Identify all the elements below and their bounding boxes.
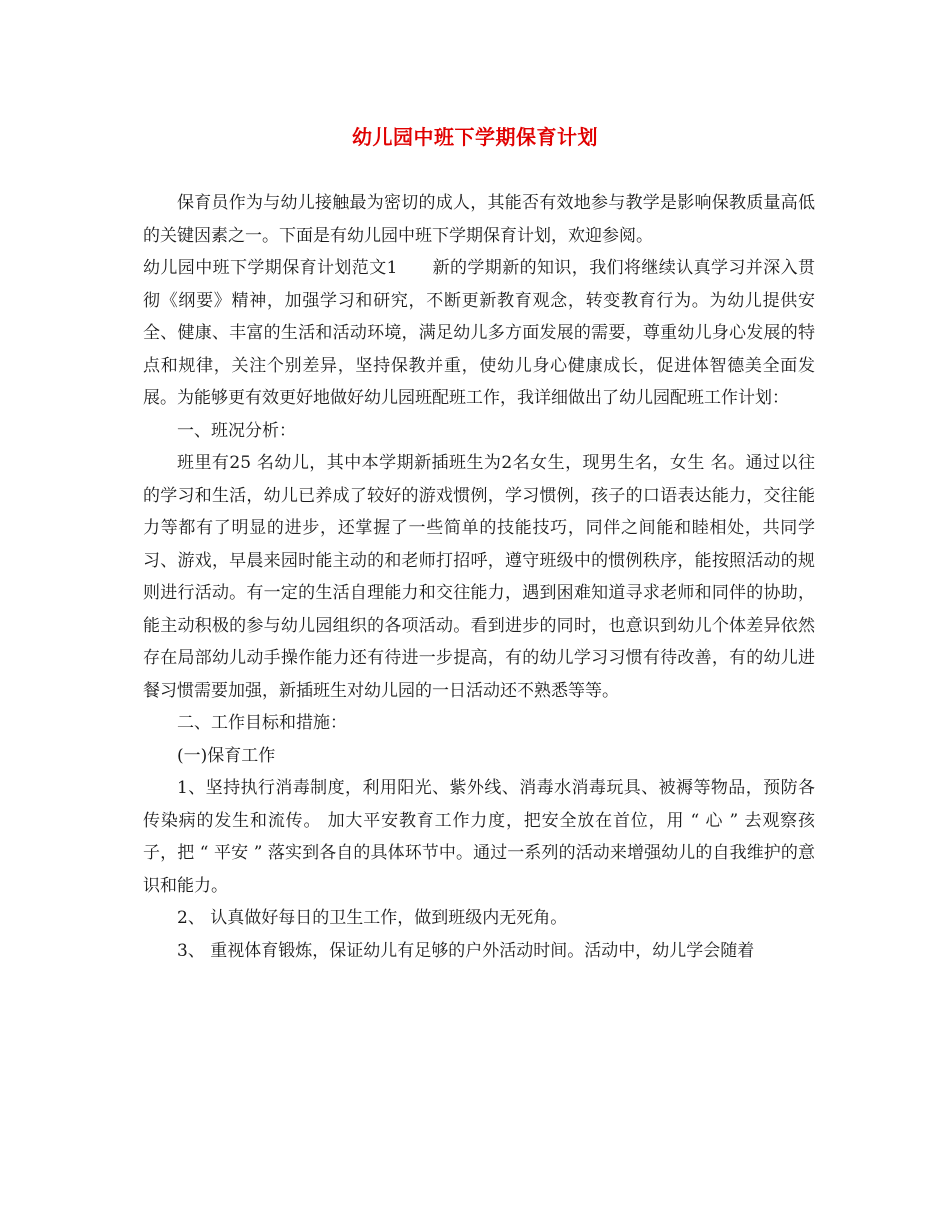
- list-item-2: 2、 认真做好每日的卫生工作，做到班级内无死角。: [177, 908, 568, 928]
- heading-class-analysis: 一、班况分析：: [177, 420, 296, 441]
- list-item-3: 3、 重视体育锻炼，保证幼儿有足够的户外活动时间。活动中，幼儿学会随着: [177, 940, 755, 961]
- heading-goals-measures: 二、工作目标和措施：: [177, 713, 347, 733]
- paragraph-intro: 保育员作为与幼儿接触最为密切的成人，其能否有效地参与教学是影响保教质量高低的关键因素之一。下面是有幼儿园中班下学期保育计划，欢迎参阅。: [143, 193, 815, 246]
- heading-care-work: (一)保育工作: [177, 745, 276, 766]
- paragraph-sample-1: 幼儿园中班下学期保育计划范文1 新的学期新的知识，我们将继续认真学习并深入贯彻《纲要》精神，加强学习和研究，不断更新教育观念，转变教育行为。为幼儿提供安全、健康、丰富的生活和活动环境，满足幼儿多方面发展的需要，尊重幼儿身心发展的特点和规律，关注个别差异，坚持保教并重，使幼儿身心健康成长，促进体智德美全面发展。为能够更有效更好地做好幼儿园班配班工作，我详细做出了幼儿园配班工作计划：: [143, 258, 815, 408]
- list-item-1: 1、坚持执行消毒制度，利用阳光、紫外线、消毒水消毒玩具、被褥等物品，预防各传染病的发生和流传。 加大平安教育工作力度，把安全放在首位，用 “ 心 ” 去观察孩子，把 “ 平安 ” 落实到各自的具体环节中。通过一系列的活动来增强幼儿的自我维护的意识和能力。: [143, 778, 815, 896]
- paragraph-class-analysis: 班里有25 名幼儿，其中本学期新插班生为2名女生，现男生名，女生 名。通过以往的学习和生活，幼儿已养成了较好的游戏惯例，学习惯例，孩子的口语表达能力，交往能力等都有了明显的进步，还掌握了一些简单的技能技巧，同伴之间能和睦相处，共同学习、游戏，早晨来园时能主动的和老师打招呼，遵守班级中的惯例秩序，能按照活动的规则进行活动。有一定的生活自理能力和交往能力，遇到困难知道寻求老师和同伴的协助，能主动积极的参与幼儿园组织的各项活动。看到进步的同时，也意识到幼儿个体差异依然存在局部幼儿动手操作能力还有待进一步提高，有的幼儿学习习惯有待改善，有的幼儿进餐习惯需要加强，新插班生对幼儿园的一日活动还不熟悉等等。: [143, 453, 815, 701]
- document-body: [143, 187, 815, 967]
- document-title: 幼儿园中班下学期保育计划: [352, 125, 598, 149]
